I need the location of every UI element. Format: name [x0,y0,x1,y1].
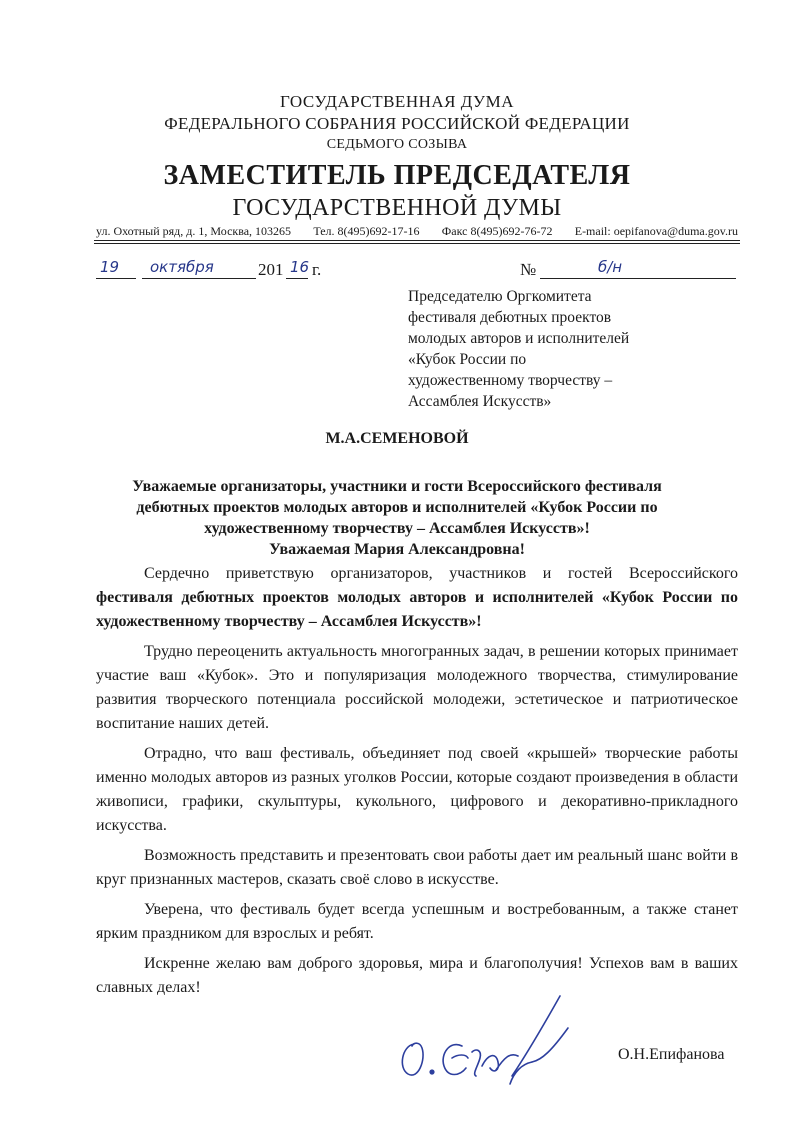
address-text: ул. Охотный ряд, д. 1, Москва, 103265 [96,224,292,238]
date-day-underline [96,278,136,279]
header-rule-bottom [94,243,740,244]
recipient-name: М.А.СЕМЕНОВОЙ [325,430,469,447]
body-paragraph-5: Уверена, что фестиваль будет всегда успешным и востребованным, а также станет ярким праздником для взрослых и ребят. [96,901,738,942]
contacts-line [96,224,738,239]
fax-text: Факс 8(495)692-76-72 [441,224,553,238]
body-paragraph-6: Искренне желаю вам доброго здоровья, мира и благополучия! Успехов вам в ваших славных делах! [96,955,738,996]
greeting-block [100,476,694,560]
date-day: 19 [100,258,120,276]
email-text: E-mail: oepifanova@duma.gov.ru [574,224,738,238]
phone-text: Тел. 8(495)692-17-16 [313,224,420,238]
body-paragraph-1 [96,562,738,634]
number-symbol: № [520,260,537,279]
signer-name: О.Н.Епифанова [618,1046,725,1063]
addressee-line: молодых авторов и исполнителей [408,330,630,347]
addressee-line: Председателю Оргкомитета [408,288,592,305]
greeting-line: Уважаемые организаторы, участники и гости Всероссийского фестиваля [132,478,662,495]
handwritten-signature [392,988,592,1098]
body-paragraph-3: Отрадно, что ваш фестиваль, объединяет под своей «крышей» творческие работы именно молодых авторов из разных уголков России, которые создают произведения в области живописи, графики, скульптуры, кукольного, цифрового и декоративно-прикладного искусства. [96,745,738,834]
date-year-suffix: 16 [290,258,310,276]
position-title-line2: ГОСУДАРСТВЕННОЙ ДУМЫ [232,195,562,221]
greeting-line: дебютных проектов молодых авторов и исполнителей «Кубок России по [136,499,658,516]
date-year-underline [286,278,308,279]
addressee-line: художественному творчеству – [408,372,613,389]
addressee-block [408,286,738,412]
letter-body [96,562,738,1006]
org-name-line3: СЕДЬМОГО СОЗЫВА [326,137,468,152]
position-title-line1: ЗАМЕСТИТЕЛЬ ПРЕДСЕДАТЕЛЯ [163,160,631,191]
org-name-line1: ГОСУДАРСТВЕННАЯ ДУМА [280,92,514,111]
greeting-line: художественному творчеству – Ассамблея Искусств»! [204,520,590,537]
addressee-line: Ассамблея Искусств» [408,393,552,410]
body-p1-bold: фестиваля дебютных проектов молодых авторов и исполнителей «Кубок России по художественному творчеству – Ассамблея Искусств»! [96,589,738,630]
org-name-line2: ФЕДЕРАЛЬНОГО СОБРАНИЯ РОССИЙСКОЙ ФЕДЕРАЦИИ [164,114,630,133]
number-value: б/н [598,258,623,276]
date-month-underline [142,278,256,279]
body-p1-plain: Сердечно приветствую организаторов, участников и гостей Всероссийского [144,565,738,582]
number-underline [540,278,736,279]
body-paragraph-4: Возможность представить и презентовать свои работы дает им реальный шанс войти в круг признанных мастеров, сказать своё слово в искусстве. [96,847,738,888]
header-rule-top [94,240,740,241]
body-paragraph-2: Трудно переоценить актуальность многогранных задач, в решении которых принимает участие ваш «Кубок». Это и популяризация молодежного творчества, стимулирование развития творческого потенциала российской молодежи, эстетическое и патриотическое воспитание наших детей. [96,643,738,732]
addressee-line: фестиваля дебютных проектов [408,309,612,326]
date-year-prefix: 201 [258,260,284,279]
date-month: октября [150,258,214,276]
greeting-line: Уважаемая Мария Александровна! [269,541,525,558]
addressee-line: «Кубок России по [408,351,527,368]
date-year-unit: г. [312,260,322,279]
